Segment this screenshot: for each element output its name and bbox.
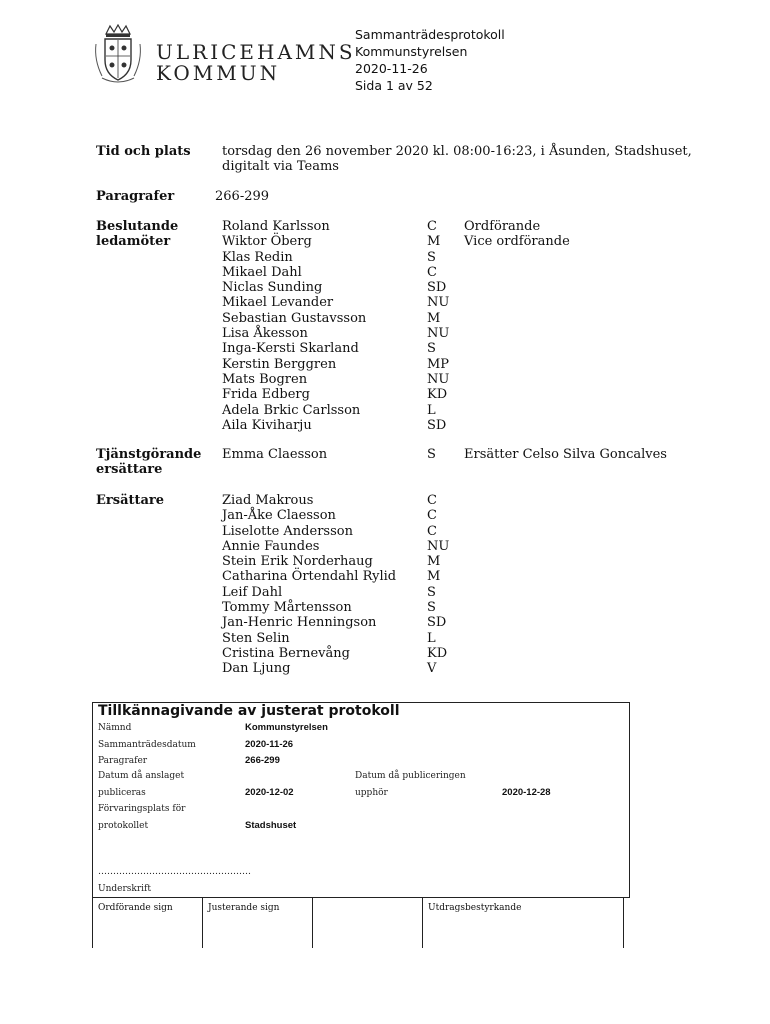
time-place-line2: digitalt via Teams xyxy=(222,159,339,174)
member-name: Niclas Sunding xyxy=(222,280,323,296)
serving-substitute-name: Emma Claesson xyxy=(222,447,328,462)
member-names-list xyxy=(222,219,366,433)
substitute-party: KD xyxy=(427,645,448,661)
paragraphs-label: Paragrafer xyxy=(96,189,175,204)
substitute-party: L xyxy=(427,630,436,646)
substitute-party: C xyxy=(427,493,437,508)
member-party: C xyxy=(427,219,437,234)
member-party: S xyxy=(427,249,436,265)
municipality-crest-icon xyxy=(92,24,144,88)
member-name: Kerstin Berggren xyxy=(222,356,337,372)
notice-posted-label-line2: publiceras xyxy=(98,788,146,798)
member-party: M xyxy=(427,310,441,326)
substitute-party: NU xyxy=(427,538,450,554)
member-party: M xyxy=(427,234,441,250)
member-name: Lisa Åkesson xyxy=(222,326,308,342)
signature-cell-end xyxy=(623,898,624,948)
member-role: Vice ordförande xyxy=(464,234,570,250)
notice-posted-value: 2020-12-02 xyxy=(245,787,294,798)
member-role xyxy=(464,418,570,433)
substitute-name: Sten Selin xyxy=(222,630,290,646)
member-name: Inga-Kersti Skarland xyxy=(222,341,359,357)
serving-substitutes-label-line1: Tjänstgörande xyxy=(96,447,202,462)
member-role xyxy=(464,250,570,265)
substitute-name: Cristina Bernevång xyxy=(222,645,350,661)
substitute-name: Leif Dahl xyxy=(222,584,283,600)
member-roles-list xyxy=(464,219,570,433)
doc-page: Sida 1 av 52 xyxy=(355,78,433,93)
member-role: Ordförande xyxy=(464,219,541,234)
paragraphs-value: 266-299 xyxy=(215,189,270,204)
member-name: Mats Bogren xyxy=(222,371,308,387)
member-name: Sebastian Gustavsson xyxy=(222,310,367,326)
member-party: L xyxy=(427,402,436,418)
time-place-line1: torsdag den 26 november 2020 kl. 08:00-16:23, i Åsunden, Stadshuset, xyxy=(222,144,692,159)
member-role xyxy=(464,280,570,295)
notice-ends-value: 2020-12-28 xyxy=(502,787,551,798)
substitute-party: M xyxy=(427,569,441,585)
notice-board-label: Nämnd xyxy=(98,723,132,733)
substitute-name: Jan-Åke Claesson xyxy=(222,508,336,524)
notice-storage-label-line2: protokollet xyxy=(98,821,149,831)
substitute-party: C xyxy=(427,508,437,524)
member-party: NU xyxy=(427,295,450,311)
member-role xyxy=(464,387,570,402)
signature-chair-label: Ordförande sign xyxy=(98,903,173,913)
member-role xyxy=(464,403,570,418)
member-role xyxy=(464,311,570,326)
serving-substitute-party: S xyxy=(427,447,436,462)
member-party: SD xyxy=(427,280,447,296)
notice-meeting-date-value: 2020-11-26 xyxy=(245,739,294,750)
members-label-line1: Beslutande xyxy=(96,219,179,234)
org-name-line2: KOMMUN xyxy=(156,61,281,85)
member-name: Roland Karlsson xyxy=(222,219,330,234)
substitute-name: Catharina Örtendahl Rylid xyxy=(222,569,397,585)
member-role xyxy=(464,372,570,387)
substitute-party: SD xyxy=(427,615,447,631)
member-name: Mikael Levander xyxy=(222,295,334,311)
substitute-name: Tommy Mårtensson xyxy=(222,600,352,616)
notice-storage-value: Stadshuset xyxy=(245,820,297,831)
member-party: SD xyxy=(427,417,447,433)
signature-label: Underskrift xyxy=(98,884,151,894)
member-name: Mikael Dahl xyxy=(222,264,302,280)
member-party: KD xyxy=(427,387,448,403)
org-name-line1: ULRICEHAMNS xyxy=(156,40,356,64)
notice-posted-label-line1: Datum då anslaget xyxy=(98,771,185,781)
member-name: Klas Redin xyxy=(222,249,293,265)
notice-meeting-date-label: Sammanträdesdatum xyxy=(98,740,196,750)
member-role xyxy=(464,265,570,280)
member-party: MP xyxy=(427,356,450,372)
member-role xyxy=(464,295,570,310)
member-party: NU xyxy=(427,326,450,342)
substitute-party: S xyxy=(427,600,436,616)
member-parties-list xyxy=(427,219,449,433)
doc-type: Sammanträdesprotokoll xyxy=(355,27,505,42)
time-place-label: Tid och plats xyxy=(96,144,191,159)
substitute-name: Annie Faundes xyxy=(222,538,320,554)
notice-paragraphs-label: Paragrafer xyxy=(98,756,148,766)
serving-substitute-note: Ersätter Celso Silva Goncalves xyxy=(464,447,667,462)
substitute-name: Ziad Makrous xyxy=(222,493,314,508)
member-name: Wiktor Öberg xyxy=(222,234,312,250)
doc-body: Kommunstyrelsen xyxy=(355,44,468,59)
member-role xyxy=(464,357,570,372)
notice-title: Tillkännagivande av justerat protokoll xyxy=(98,703,400,719)
notice-storage-label-line1: Förvaringsplats för xyxy=(98,804,186,814)
substitute-parties-list xyxy=(427,493,449,677)
notice-paragraphs-value: 266-299 xyxy=(245,755,280,766)
substitute-name: Jan-Henric Henningson xyxy=(222,615,377,631)
substitute-name: Liselotte Andersson xyxy=(222,523,353,539)
member-role xyxy=(464,326,570,341)
member-party: NU xyxy=(427,371,450,387)
notice-board-value: Kommunstyrelsen xyxy=(245,722,328,733)
signature-cell-blank xyxy=(312,898,422,948)
substitute-party: S xyxy=(427,584,436,600)
members-label-line2: ledamöter xyxy=(96,234,171,249)
substitute-name: Stein Erik Norderhaug xyxy=(222,554,373,570)
member-party: C xyxy=(427,264,437,280)
substitute-party: M xyxy=(427,554,441,570)
substitutes-label: Ersättare xyxy=(96,493,165,508)
serving-substitutes-label-line2: ersättare xyxy=(96,462,163,477)
substitute-party: C xyxy=(427,523,437,539)
substitute-name: Dan Ljung xyxy=(222,661,291,677)
signature-table xyxy=(92,898,624,948)
notice-ends-label-line1: Datum då publiceringen xyxy=(355,771,466,781)
substitute-names-list xyxy=(222,493,396,677)
signature-dotted-line: …………………………………………… xyxy=(98,867,251,877)
signature-adjuster-label: Justerande sign xyxy=(208,903,280,913)
signature-extract-label: Utdragsbestyrkande xyxy=(428,903,522,913)
member-party: S xyxy=(427,341,436,357)
substitute-party: V xyxy=(427,661,437,677)
member-name: Frida Edberg xyxy=(222,387,310,403)
notice-ends-label-line2: upphör xyxy=(355,788,388,798)
member-name: Aila Kiviharju xyxy=(222,417,312,433)
doc-date: 2020-11-26 xyxy=(355,61,428,76)
member-role xyxy=(464,341,570,356)
member-name: Adela Brkic Carlsson xyxy=(222,402,361,418)
